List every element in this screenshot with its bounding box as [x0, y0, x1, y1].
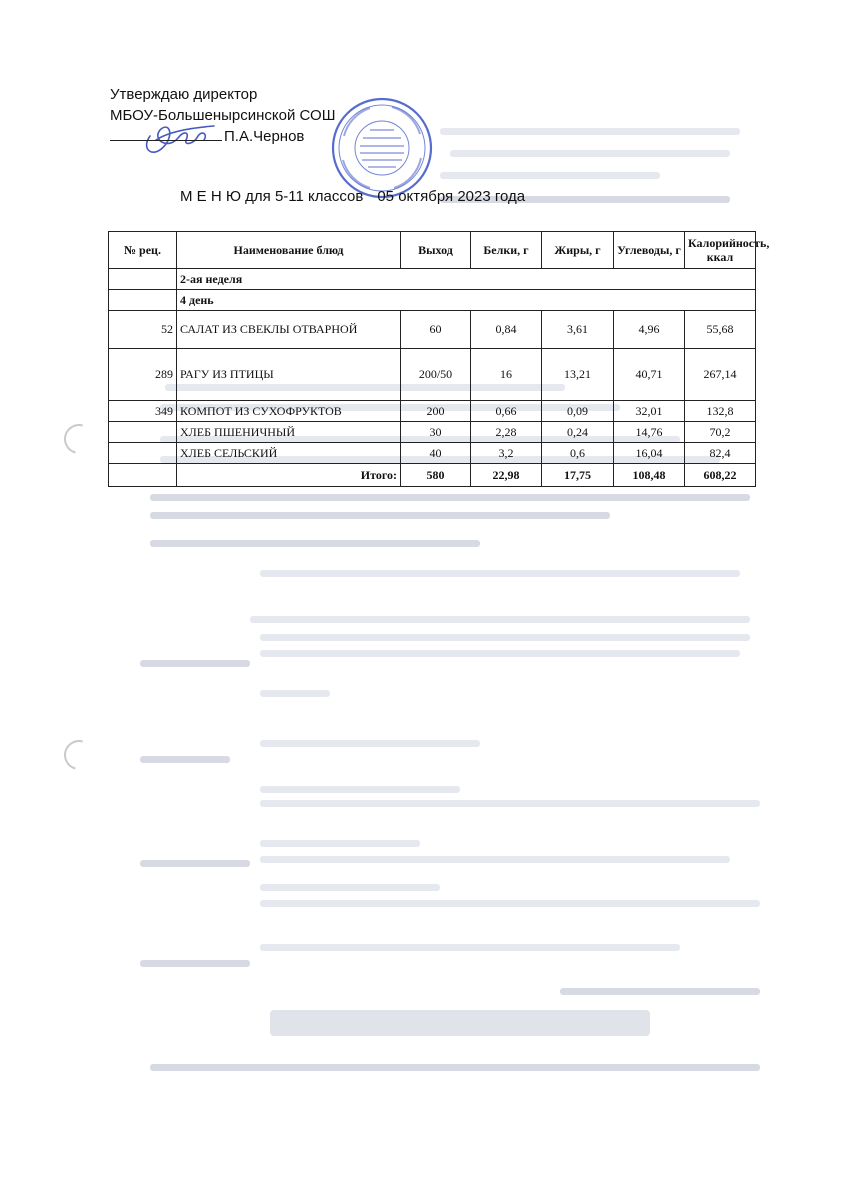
- dish-fat: 0,09: [542, 401, 614, 422]
- total-label: Итого:: [177, 464, 401, 487]
- table-row: [109, 349, 756, 401]
- recipe-number: 349: [109, 401, 177, 422]
- day-row: [109, 290, 756, 311]
- dish-protein: 2,28: [471, 422, 542, 443]
- dish-name: САЛАТ ИЗ СВЕКЛЫ ОТВАРНОЙ: [177, 311, 401, 349]
- total-row: [109, 464, 756, 487]
- dish-calories: 267,14: [685, 349, 756, 401]
- signer-name: П.А.Чернов: [224, 128, 305, 145]
- table-header-row: [109, 232, 756, 269]
- col-header-output: Выход: [401, 232, 471, 269]
- signature-underline: [110, 140, 222, 141]
- approval-line: Утверждаю директор: [110, 86, 258, 103]
- dish-name: ХЛЕБ ПШЕНИЧНЫЙ: [177, 422, 401, 443]
- col-header-carbs: Углеводы, г: [614, 232, 685, 269]
- recipe-number: [109, 422, 177, 443]
- dish-carbs: 4,96: [614, 311, 685, 349]
- total-carbs: 108,48: [614, 464, 685, 487]
- table-row: [109, 443, 756, 464]
- dish-name: РАГУ ИЗ ПТИЦЫ: [177, 349, 401, 401]
- dish-output: 30: [401, 422, 471, 443]
- total-protein: 22,98: [471, 464, 542, 487]
- recipe-number: [109, 443, 177, 464]
- table-row: [109, 422, 756, 443]
- week-label: 2-ая неделя: [177, 269, 756, 290]
- dish-protein: 16: [471, 349, 542, 401]
- total-calories: 608,22: [685, 464, 756, 487]
- dish-output: 60: [401, 311, 471, 349]
- punch-hole-top: [59, 419, 100, 460]
- dish-calories: 82,4: [685, 443, 756, 464]
- table-row: [109, 401, 756, 422]
- dish-carbs: 16,04: [614, 443, 685, 464]
- signer-line: [110, 126, 335, 147]
- col-header-protein: Белки, г: [471, 232, 542, 269]
- total-fat: 17,75: [542, 464, 614, 487]
- dish-name: КОМПОТ ИЗ СУХОФРУКТОВ: [177, 401, 401, 422]
- dish-protein: 3,2: [471, 443, 542, 464]
- recipe-number: 289: [109, 349, 177, 401]
- dish-calories: 70,2: [685, 422, 756, 443]
- dish-output: 40: [401, 443, 471, 464]
- menu-title-text: М Е Н Ю для 5-11 классов: [180, 188, 364, 205]
- dish-name: ХЛЕБ СЕЛЬСКИЙ: [177, 443, 401, 464]
- dish-calories: 132,8: [685, 401, 756, 422]
- recipe-number: 52: [109, 311, 177, 349]
- day-label: 4 день: [177, 290, 756, 311]
- col-header-dish: Наименование блюд: [177, 232, 401, 269]
- approval-header: [110, 84, 335, 147]
- dish-protein: 0,84: [471, 311, 542, 349]
- dish-carbs: 32,01: [614, 401, 685, 422]
- menu-date: 05 октября 2023 года: [377, 188, 526, 205]
- dish-fat: 3,61: [542, 311, 614, 349]
- dish-fat: 0,6: [542, 443, 614, 464]
- dish-fat: 0,24: [542, 422, 614, 443]
- dish-carbs: 40,71: [614, 349, 685, 401]
- col-header-calories: Калорийность, ккал: [685, 232, 756, 269]
- menu-title: [180, 188, 525, 205]
- dish-output: 200/50: [401, 349, 471, 401]
- round-seal-stamp: [330, 96, 434, 200]
- table-row: [109, 311, 756, 349]
- menu-table: [108, 231, 770, 487]
- col-header-recipe: № рец.: [109, 232, 177, 269]
- dish-protein: 0,66: [471, 401, 542, 422]
- col-header-fat: Жиры, г: [542, 232, 614, 269]
- dish-output: 200: [401, 401, 471, 422]
- dish-carbs: 14,76: [614, 422, 685, 443]
- total-output: 580: [401, 464, 471, 487]
- dish-fat: 13,21: [542, 349, 614, 401]
- week-row: [109, 269, 756, 290]
- dish-calories: 55,68: [685, 311, 756, 349]
- punch-hole-bottom: [59, 735, 100, 776]
- school-name: МБОУ-Большенырсинской СОШ: [110, 107, 336, 124]
